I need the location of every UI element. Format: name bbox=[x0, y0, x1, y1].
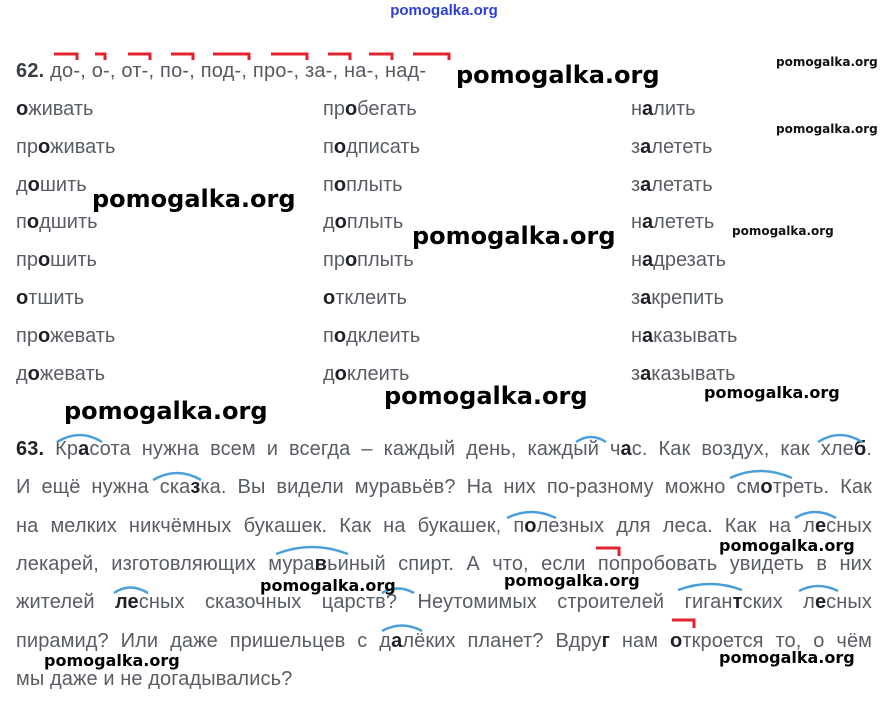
highlighted-letter: а bbox=[642, 211, 654, 234]
root-arc bbox=[507, 512, 556, 518]
root-arc bbox=[114, 588, 148, 594]
highlighted-letter: ле bbox=[114, 591, 139, 614]
text-segment: ьиный спирт. А что, если попробовать увидеть в них bbox=[327, 552, 873, 575]
text-segment: жевать bbox=[39, 362, 106, 385]
text-segment: дрезать bbox=[653, 249, 727, 272]
text-segment: нам bbox=[610, 629, 671, 652]
highlighted-letter: т bbox=[732, 591, 743, 614]
watermark: pomogalka.org bbox=[384, 382, 588, 410]
text-segment: плыть bbox=[346, 211, 404, 234]
highlighted-letter: е bbox=[814, 591, 827, 614]
text-segment: п bbox=[323, 173, 334, 196]
exercise-62-prefixes: до-, о-, от-, по-, под-, про-, за-, на-, над- bbox=[50, 60, 427, 82]
root-arc bbox=[730, 471, 792, 478]
text-segment: д bbox=[323, 362, 335, 385]
watermark: pomogalka.org bbox=[719, 648, 855, 667]
text-segment: пр bbox=[323, 98, 345, 120]
text-segment: плыть bbox=[357, 249, 414, 272]
watermark: pomogalka.org bbox=[456, 61, 660, 89]
highlighted-letter: о bbox=[344, 249, 358, 272]
text-segment: пр bbox=[16, 249, 38, 272]
text-segment: лекарей, изготовляющих мура bbox=[16, 552, 315, 575]
text-segment: з bbox=[631, 362, 641, 385]
text-segment: летать bbox=[651, 173, 713, 196]
text-segment: н bbox=[631, 249, 643, 272]
prefix-mark bbox=[328, 54, 350, 60]
text-segment: з bbox=[631, 135, 641, 158]
text-segment: пр bbox=[16, 324, 38, 347]
highlighted-letter: а bbox=[391, 629, 403, 652]
text-segment: сота нужна всем и всегда – каждый день, каждый ч bbox=[89, 438, 621, 460]
prefix-mark bbox=[369, 54, 392, 60]
text-segment: п bbox=[16, 211, 27, 234]
text-segment: пирамид? Или даже пришельцев с д bbox=[16, 629, 392, 652]
text-segment: лезных для леса. Как на л bbox=[536, 514, 815, 537]
text-segment: ских л bbox=[742, 591, 815, 614]
text-segment: живать bbox=[50, 135, 116, 158]
highlighted-letter: а bbox=[642, 249, 654, 272]
text-segment: сных сказочных царств? Неутомимых строителей гиган bbox=[138, 591, 733, 614]
highlighted-letter: а bbox=[620, 438, 632, 460]
root-arc bbox=[153, 473, 201, 480]
highlighted-letter: о bbox=[670, 629, 683, 652]
text-segment: д bbox=[323, 211, 335, 234]
text-segment: дшить bbox=[39, 211, 98, 234]
watermark: pomogalka.org bbox=[732, 224, 834, 238]
root-arc bbox=[576, 437, 606, 442]
text-segment: мы даже и не догадывались? bbox=[16, 667, 293, 690]
watermark: pomogalka.org bbox=[44, 651, 180, 670]
highlighted-letter: а bbox=[640, 287, 652, 309]
text-segment: треть. Как bbox=[772, 476, 872, 499]
text-segment: дписать bbox=[346, 135, 420, 158]
highlighted-letter: о bbox=[334, 211, 347, 234]
highlighted-letter: о bbox=[333, 173, 347, 196]
prefix-mark bbox=[171, 54, 193, 60]
prefix-mark bbox=[54, 54, 77, 60]
text-segment: . bbox=[866, 438, 872, 460]
text-segment: сных bbox=[826, 514, 872, 537]
top-watermark: pomogalka.org bbox=[390, 2, 498, 19]
prefix-mark bbox=[271, 54, 307, 60]
highlighted-letter: а bbox=[642, 98, 654, 120]
highlighted-letter: а bbox=[640, 135, 652, 158]
text-segment: И ещё нужна ска bbox=[16, 476, 191, 499]
text-segment: з bbox=[631, 173, 641, 196]
text-segment: н bbox=[631, 324, 643, 347]
root-arc bbox=[795, 512, 836, 518]
highlighted-letter: е bbox=[814, 514, 827, 537]
prefix-mark bbox=[413, 54, 449, 60]
highlighted-letter: о bbox=[333, 135, 347, 158]
watermark: pomogalka.org bbox=[260, 576, 396, 595]
text-segment: ка. Вы видели муравьёв? На них по-разному можно см bbox=[200, 476, 761, 499]
highlighted-letter: о bbox=[37, 324, 51, 347]
prefix-mark bbox=[596, 548, 619, 556]
text-segment: д bbox=[16, 173, 28, 196]
root-arc bbox=[818, 435, 862, 442]
root-arc bbox=[57, 435, 102, 442]
exercise-62-number: 62. bbox=[16, 60, 45, 82]
highlighted-letter: б bbox=[853, 438, 867, 460]
text-segment: сных bbox=[826, 591, 872, 614]
highlighted-letter: о bbox=[16, 98, 29, 120]
text-segment: дклеить bbox=[346, 324, 421, 347]
text-segment: лететь bbox=[651, 135, 713, 158]
highlighted-letter: о bbox=[16, 287, 29, 309]
highlighted-letter: в bbox=[314, 552, 328, 575]
text-segment: лить bbox=[653, 98, 696, 120]
text-segment: пр bbox=[323, 249, 345, 272]
root-arc bbox=[276, 547, 348, 554]
text-segment: п bbox=[323, 135, 334, 158]
text-segment: тклеить bbox=[335, 287, 407, 309]
text-segment: шить bbox=[50, 249, 97, 272]
watermark: pomogalka.org bbox=[704, 383, 840, 402]
prefix-mark bbox=[95, 54, 105, 60]
text-segment: крепить bbox=[651, 287, 724, 309]
highlighted-letter: о bbox=[37, 249, 51, 272]
watermark: pomogalka.org bbox=[504, 571, 640, 590]
text-segment: з bbox=[631, 287, 641, 309]
text-segment: пр bbox=[16, 135, 38, 158]
highlighted-letter: о bbox=[323, 287, 336, 309]
highlighted-letter: о bbox=[333, 324, 347, 347]
text-segment: живать bbox=[28, 98, 94, 120]
text-segment: на мелких никчёмных букашек. Как на букашек, п bbox=[16, 514, 525, 537]
highlighted-letter: а bbox=[640, 362, 652, 385]
root-arc bbox=[382, 626, 422, 632]
highlighted-letter: о bbox=[37, 135, 51, 158]
text-segment: с. Как воздух, как хле bbox=[631, 438, 854, 460]
highlighted-letter: о bbox=[27, 173, 40, 196]
watermark: pomogalka.org bbox=[92, 185, 296, 213]
watermark: pomogalka.org bbox=[776, 122, 878, 136]
root-arc bbox=[799, 586, 838, 591]
watermark: pomogalka.org bbox=[64, 397, 268, 425]
prefix-mark bbox=[213, 54, 249, 60]
text-segment: шить bbox=[39, 173, 87, 196]
watermark: pomogalka.org bbox=[776, 55, 878, 69]
text-segment: жителей bbox=[16, 591, 115, 614]
prefix-mark bbox=[672, 620, 694, 628]
text-segment: казывать bbox=[653, 324, 738, 347]
watermark: pomogalka.org bbox=[719, 536, 855, 555]
text-segment: п bbox=[323, 324, 334, 347]
highlighted-letter: о bbox=[26, 211, 40, 234]
text-segment: плыть bbox=[346, 173, 403, 196]
highlighted-letter: а bbox=[640, 173, 652, 196]
highlighted-letter: о bbox=[27, 362, 40, 385]
text-segment: Кр bbox=[55, 438, 79, 460]
text-segment: тшить bbox=[28, 287, 85, 309]
text-segment: жевать bbox=[50, 324, 116, 347]
highlighted-letter: г bbox=[601, 629, 610, 652]
text-segment: бегать bbox=[357, 98, 417, 120]
highlighted-letter: а bbox=[78, 438, 90, 460]
text-segment: н bbox=[631, 98, 643, 120]
highlighted-letter: о bbox=[760, 476, 773, 499]
highlighted-letter: о bbox=[524, 514, 537, 537]
text-segment: д bbox=[16, 362, 28, 385]
text-segment: лететь bbox=[653, 211, 715, 234]
highlighted-letter: 63. bbox=[16, 438, 56, 460]
highlighted-letter: о bbox=[344, 98, 358, 120]
text-segment: клеить bbox=[346, 362, 410, 385]
root-arc bbox=[678, 584, 742, 590]
highlighted-letter: а bbox=[642, 324, 654, 347]
highlighted-letter: з bbox=[190, 476, 201, 499]
text-segment: ткроется то, о чём bbox=[682, 629, 873, 652]
highlighted-letter: о bbox=[334, 362, 347, 385]
watermark: pomogalka.org bbox=[412, 222, 616, 250]
text-segment: н bbox=[631, 211, 643, 234]
prefix-mark bbox=[128, 54, 150, 60]
text-segment: казывать bbox=[651, 362, 736, 385]
text-segment: лёких планет? Вдру bbox=[402, 629, 602, 652]
